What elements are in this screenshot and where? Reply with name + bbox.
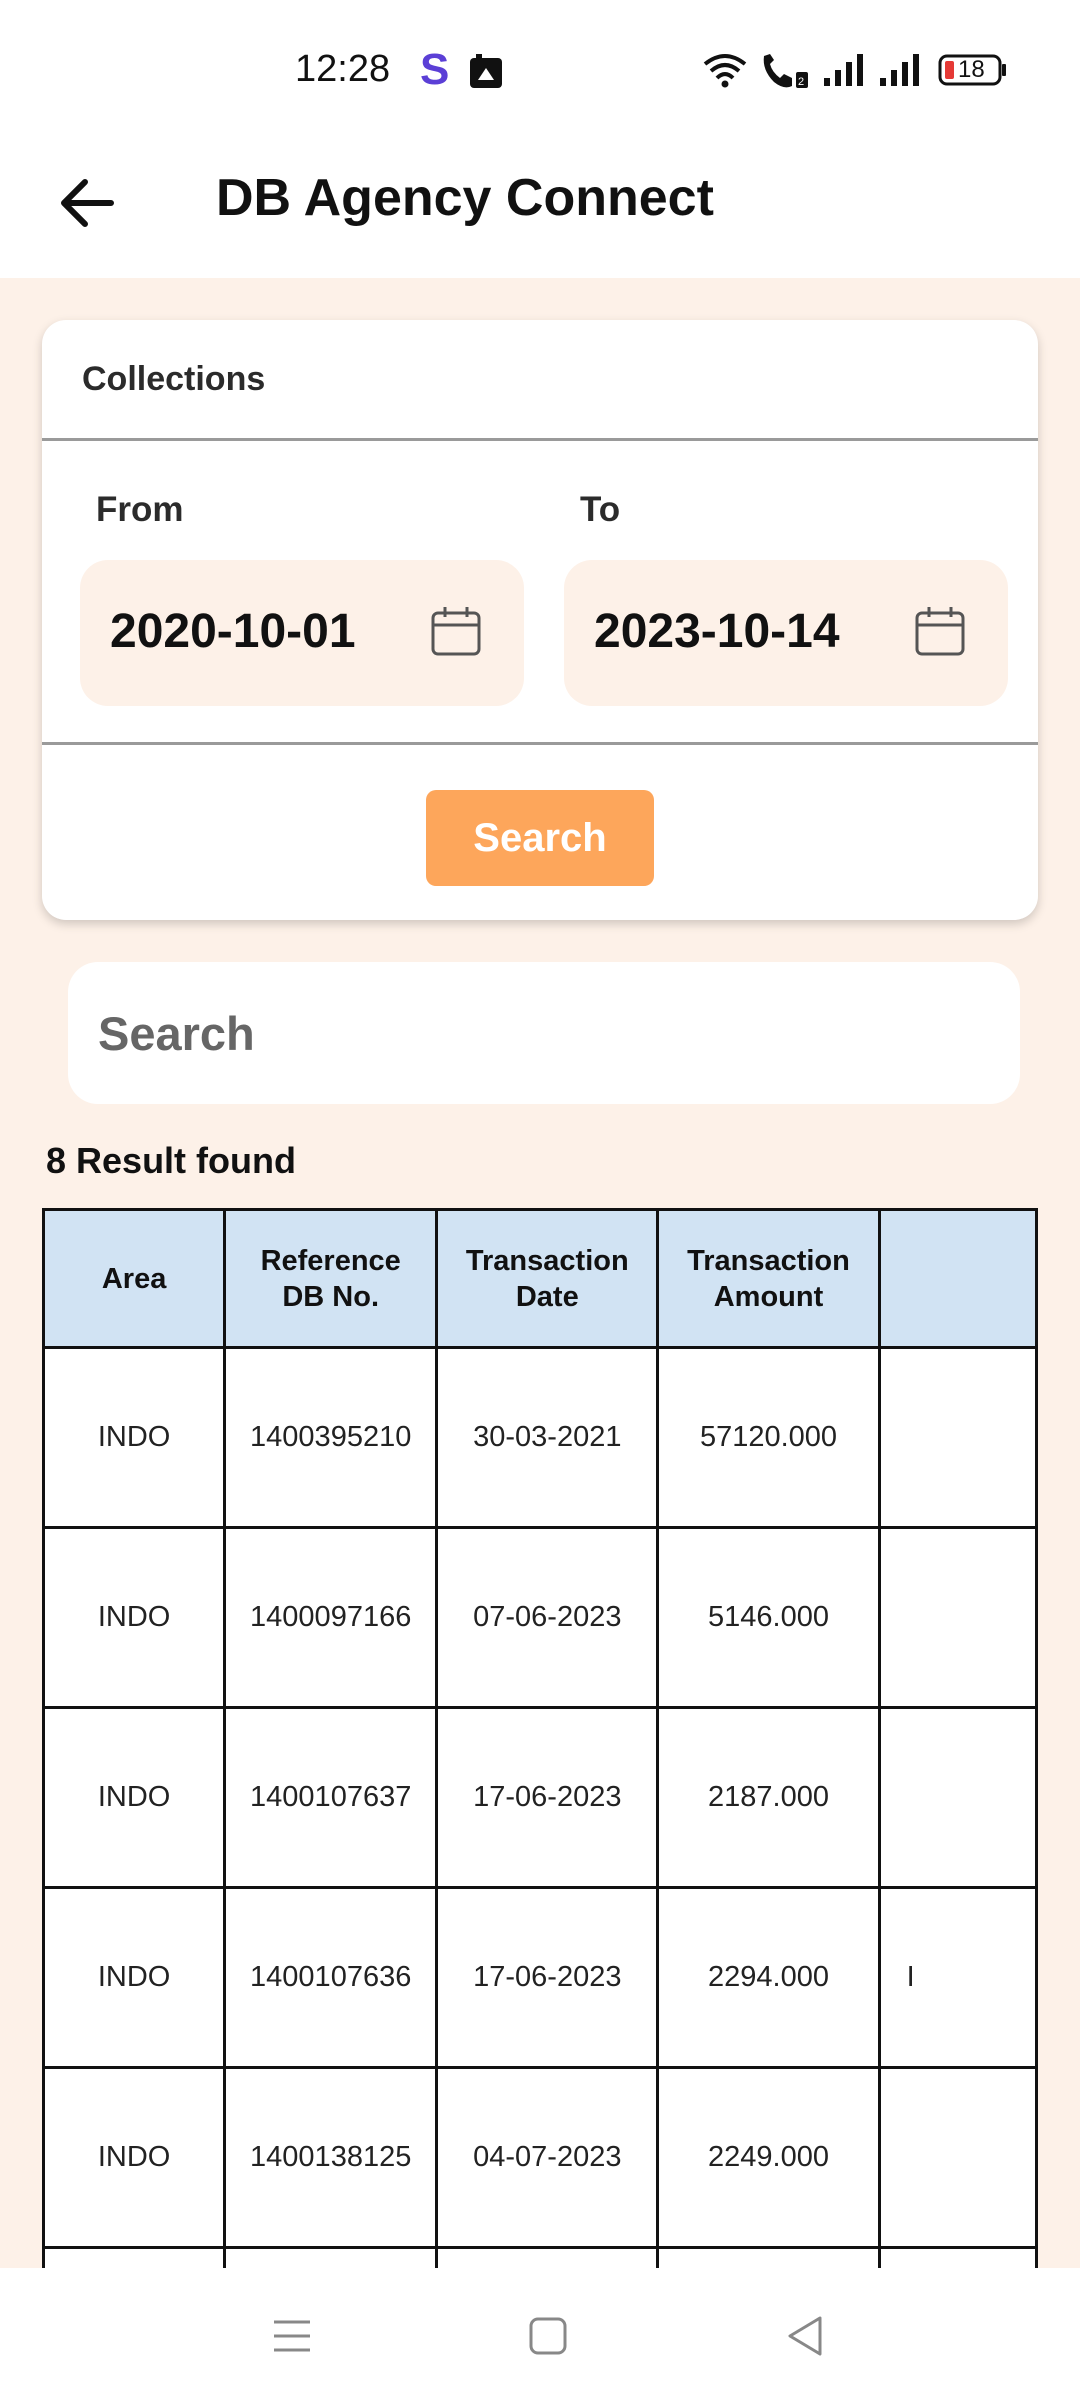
table-row[interactable] <box>44 1348 1037 1528</box>
to-label: To <box>580 490 621 529</box>
table-cell <box>879 2068 1036 2248</box>
table-cell: 07-06-2023 <box>437 1528 658 1708</box>
arrow-left-icon <box>59 178 115 233</box>
gallery-app-icon <box>468 52 504 95</box>
table-cell <box>658 2248 879 2269</box>
svg-text:2: 2 <box>798 76 805 88</box>
table-row[interactable] <box>44 2068 1037 2248</box>
table-cell: 30-03-2021 <box>437 1348 658 1528</box>
search-input[interactable] <box>98 962 998 1104</box>
table-cell: 17-06-2023 <box>437 1888 658 2068</box>
signal-icon <box>822 52 866 93</box>
signal-icon <box>878 52 922 93</box>
table-cell: 57120.000 <box>658 1348 879 1528</box>
system-nav-bar <box>0 2268 1080 2400</box>
status-time: 12:28 <box>295 48 391 90</box>
column-header-more <box>879 1210 1036 1348</box>
table-cell <box>44 2248 225 2269</box>
table-cell: INDO <box>44 1708 225 1888</box>
table-row[interactable] <box>44 1888 1037 2068</box>
table-cell: 2294.000 <box>658 1888 879 2068</box>
divider <box>42 438 1038 441</box>
status-bar <box>0 0 1080 140</box>
search-box <box>68 962 1020 1104</box>
table-cell: 1400097166 <box>225 1528 437 1708</box>
column-header-transaction-date: Transaction Date <box>437 1210 658 1348</box>
table-cell: 1400138125 <box>225 2068 437 2248</box>
table-row[interactable] <box>44 1708 1037 1888</box>
table-cell: 17-06-2023 <box>437 1708 658 1888</box>
home-icon[interactable] <box>524 2312 572 2360</box>
menu-icon[interactable] <box>268 2312 316 2360</box>
svg-text:S: S <box>420 46 450 90</box>
table-cell: 1400107637 <box>225 1708 437 1888</box>
battery-level: 18 <box>958 56 985 83</box>
table-cell: 1400107636 <box>225 1888 437 2068</box>
table-cell: INDO <box>44 2068 225 2248</box>
from-label: From <box>96 490 184 529</box>
table-cell: INDO <box>44 1888 225 2068</box>
table-cell: I <box>879 1888 1036 2068</box>
divider <box>42 742 1038 745</box>
table-cell: 5146.000 <box>658 1528 879 1708</box>
table-cell: 1400395210 <box>225 1348 437 1528</box>
results-table-container[interactable] <box>42 1208 1038 2268</box>
app-bar <box>0 140 1080 278</box>
results-table <box>42 1208 1038 2268</box>
table-cell: INDO <box>44 1348 225 1528</box>
calendar-icon[interactable] <box>914 605 966 657</box>
table-cell <box>437 2248 658 2269</box>
collections-filter-card <box>42 320 1038 920</box>
from-date-field[interactable] <box>80 560 524 706</box>
table-cell <box>879 1348 1036 1528</box>
wifi-icon <box>702 52 748 93</box>
table-cell <box>879 1528 1036 1708</box>
back-button[interactable] <box>52 170 122 240</box>
table-cell: 2249.000 <box>658 2068 879 2248</box>
table-cell <box>225 2248 437 2269</box>
to-date-value: 2023-10-14 <box>594 605 840 658</box>
page-title: DB Agency Connect <box>216 169 714 227</box>
table-row[interactable] <box>44 1528 1037 1708</box>
table-cell <box>879 1708 1036 1888</box>
column-header-area: Area <box>44 1210 225 1348</box>
column-header-reference-db-no: Reference DB No. <box>225 1210 437 1348</box>
card-title: Collections <box>82 360 266 398</box>
table-cell: INDO <box>44 1528 225 1708</box>
table-cell: 04-07-2023 <box>437 2068 658 2248</box>
calendar-icon[interactable] <box>430 605 482 657</box>
table-row[interactable] <box>44 2248 1037 2269</box>
back-triangle-icon[interactable] <box>782 2312 830 2360</box>
search-button[interactable]: Search <box>426 790 654 886</box>
table-cell: 2187.000 <box>658 1708 879 1888</box>
table-cell <box>879 2248 1036 2269</box>
table-header-row <box>44 1210 1037 1348</box>
from-date-value: 2020-10-01 <box>110 605 356 658</box>
wifi-calling-icon <box>758 52 810 95</box>
result-count: 8 Result found <box>46 1140 296 1181</box>
to-date-field[interactable] <box>564 560 1008 706</box>
s-app-icon <box>418 46 452 95</box>
column-header-transaction-amount: Transaction Amount <box>658 1210 879 1348</box>
